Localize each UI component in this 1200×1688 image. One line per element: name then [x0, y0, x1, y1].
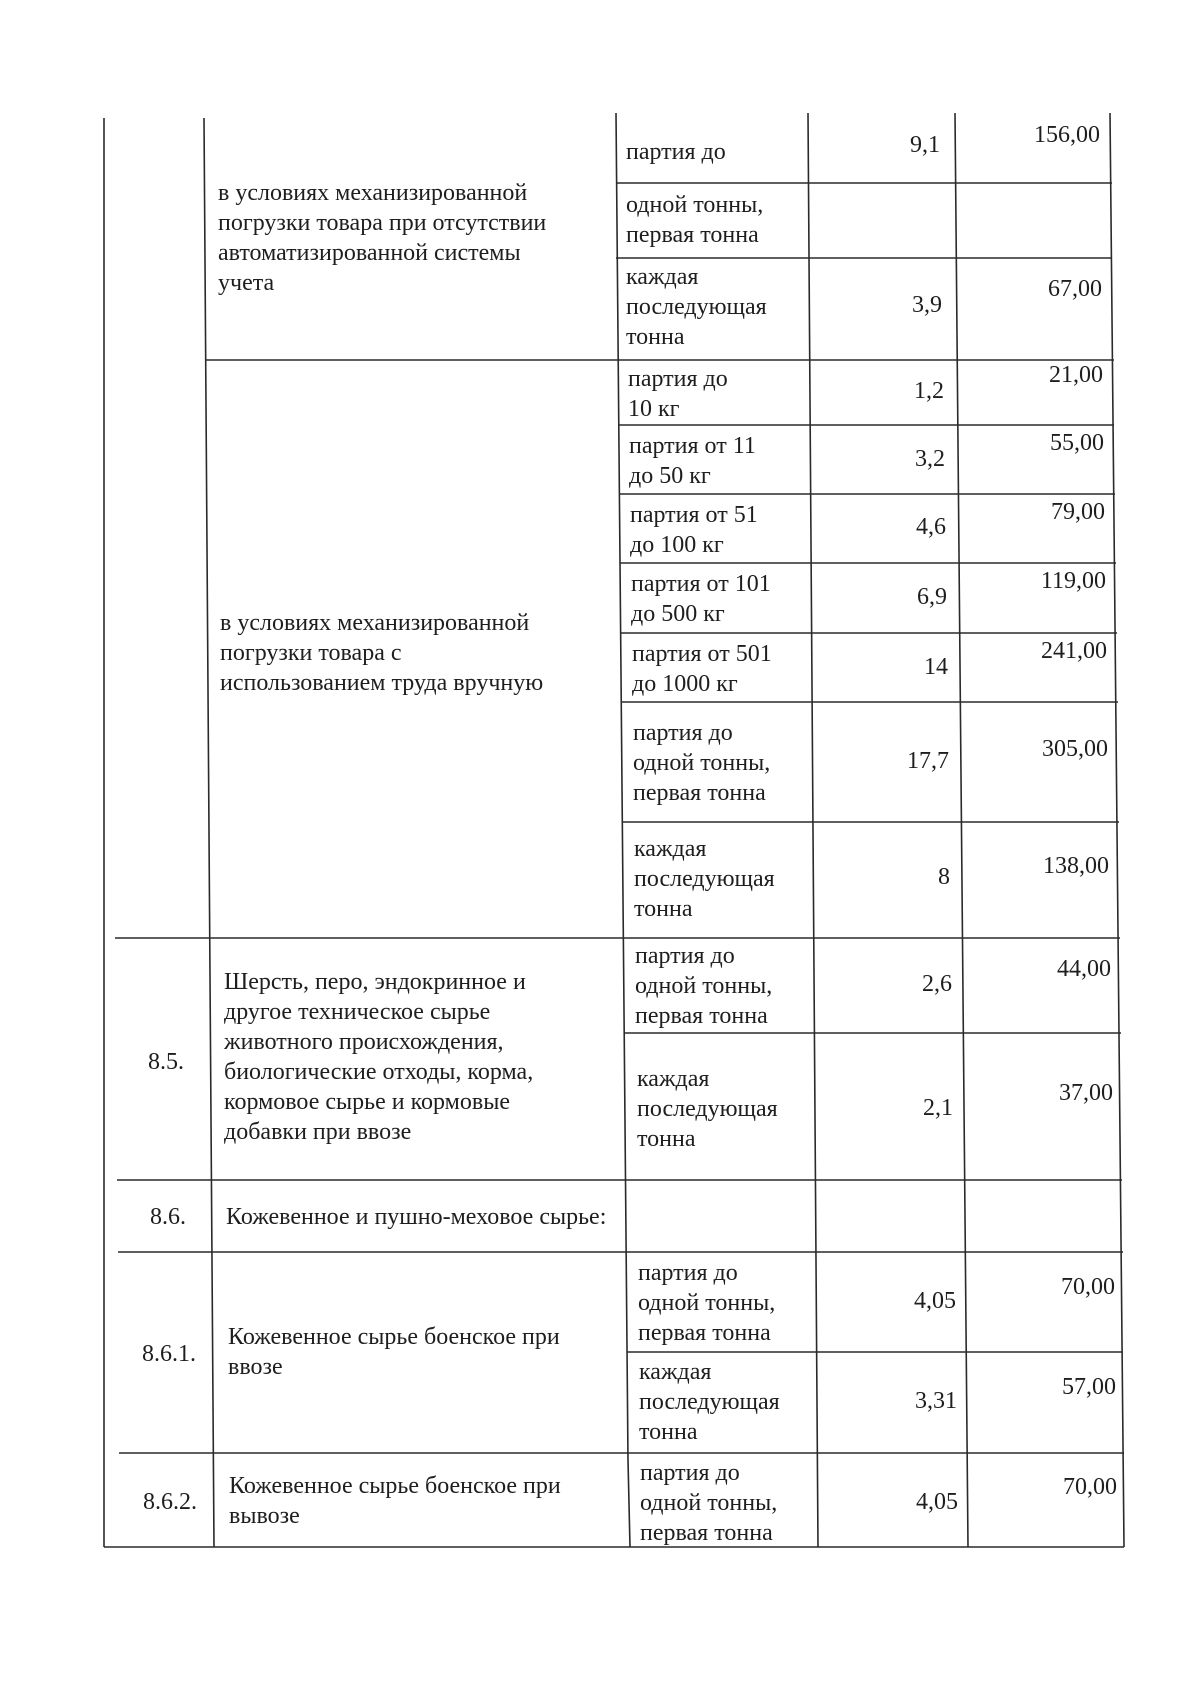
unit-line: партия до [638, 1260, 738, 1286]
row-number-8-5: 8.5. [148, 1049, 184, 1075]
price-cell: 37,00 [1059, 1080, 1113, 1106]
unit-line: первая тонна [638, 1320, 771, 1346]
row-number-8-6-1: 8.6.1. [142, 1341, 196, 1367]
unit-line: до 500 кг [631, 601, 725, 627]
unit-line: каждая [634, 836, 707, 862]
row-label-8-6-2 [229, 1471, 561, 1531]
row-label-8-6-1 [228, 1322, 560, 1382]
label-line: животного происхождения, [224, 1029, 504, 1055]
row-label-8-5 [224, 967, 533, 1147]
unit-cell [634, 834, 775, 924]
label-line: погрузки товара с [220, 640, 402, 666]
unit-line: партия от 11 [629, 433, 756, 459]
unit-line: партия до [640, 1460, 740, 1486]
unit-line: каждая [639, 1359, 712, 1385]
unit-line: одной тонны, [626, 192, 764, 218]
label-line: добавки при ввозе [224, 1119, 412, 1145]
unit-cell [637, 1064, 778, 1154]
row-label-mechanized-no-accounting [218, 178, 546, 298]
unit-line: партия до [633, 720, 733, 746]
unit-line: 10 кг [628, 396, 680, 422]
coef-cell: 6,9 [917, 584, 947, 610]
coef-cell: 4,6 [916, 514, 946, 540]
unit-cell [626, 137, 726, 167]
row-label-8-6: Кожевенное и пушно-меховое сырье: [226, 1204, 607, 1230]
unit-line: тонна [634, 896, 693, 922]
unit-line: тонна [626, 324, 685, 350]
unit-line: до 1000 кг [632, 671, 738, 697]
unit-line: первая тонна [633, 780, 766, 806]
unit-line: последующая [639, 1389, 780, 1415]
unit-cell [639, 1357, 780, 1447]
unit-line: тонна [639, 1419, 698, 1445]
row-number-8-6: 8.6. [150, 1204, 186, 1230]
label-line: вывозе [229, 1503, 300, 1529]
unit-line: каждая [637, 1066, 710, 1092]
unit-line: одной тонны, [640, 1490, 778, 1516]
row-number-8-6-2: 8.6.2. [143, 1489, 197, 1515]
coef-cell: 14 [924, 654, 948, 680]
unit-line: тонна [637, 1126, 696, 1152]
price-cell: 156,00 [1034, 122, 1100, 148]
coef-cell: 3,31 [915, 1388, 957, 1414]
label-line: учета [218, 270, 275, 296]
unit-cell [630, 500, 758, 560]
unit-cell [638, 1258, 775, 1348]
unit-line: первая тонна [635, 1003, 768, 1029]
price-cell: 79,00 [1051, 499, 1105, 525]
price-cell: 305,00 [1042, 736, 1108, 762]
unit-cell [632, 639, 772, 699]
coef-cell: 4,05 [914, 1288, 956, 1314]
unit-cell [640, 1458, 777, 1548]
unit-line: партия до [635, 943, 735, 969]
unit-line: одной тонны, [638, 1290, 776, 1316]
label-line: другое техническое сырье [224, 999, 491, 1025]
unit-cell [626, 190, 763, 250]
coef-cell: 8 [938, 864, 950, 890]
unit-line: одной тонны, [635, 973, 773, 999]
unit-cell [628, 364, 728, 424]
price-cell: 21,00 [1049, 362, 1103, 388]
price-cell: 67,00 [1048, 276, 1102, 302]
label-line: Шерсть, перо, эндокринное и [224, 969, 526, 995]
unit-line: одной тонны, [633, 750, 771, 776]
unit-line: до 50 кг [629, 463, 711, 489]
coef-cell: 3,2 [915, 446, 945, 472]
coef-cell: 17,7 [907, 748, 949, 774]
unit-line: партия до [626, 139, 726, 165]
unit-line: последующая [626, 294, 767, 320]
unit-cell [635, 941, 772, 1031]
price-cell: 55,00 [1050, 430, 1104, 456]
coef-cell: 9,1 [910, 132, 940, 158]
label-line: в условиях механизированной [218, 180, 528, 206]
price-cell: 138,00 [1043, 853, 1109, 879]
label-line: Кожевенное сырье боенское при [228, 1324, 560, 1350]
price-cell: 44,00 [1057, 956, 1111, 982]
label-line: Кожевенное сырье боенское при [229, 1473, 561, 1499]
unit-cell [633, 718, 770, 808]
label-line: использованием труда вручную [220, 670, 544, 696]
unit-line: партия от 51 [630, 502, 758, 528]
price-cell: 70,00 [1061, 1274, 1115, 1300]
unit-line: до 100 кг [630, 532, 724, 558]
unit-cell [626, 262, 767, 352]
row-label-mechanized-manual [220, 608, 543, 698]
coef-cell: 2,6 [922, 971, 952, 997]
unit-line: последующая [634, 866, 775, 892]
label-line: в условиях механизированной [220, 610, 530, 636]
label-line: биологические отходы, корма, [224, 1059, 534, 1085]
unit-line: каждая [626, 264, 699, 290]
unit-cell [629, 431, 756, 491]
unit-line: последующая [637, 1096, 778, 1122]
unit-line: партия от 501 [632, 641, 772, 667]
coef-cell: 1,2 [914, 378, 944, 404]
coef-cell: 4,05 [916, 1489, 958, 1515]
coef-cell: 3,9 [912, 292, 942, 318]
coef-cell: 2,1 [923, 1095, 953, 1121]
price-cell: 119,00 [1040, 568, 1106, 594]
unit-line: первая тонна [640, 1520, 773, 1546]
price-cell: 70,00 [1063, 1474, 1117, 1500]
unit-cell [631, 569, 771, 629]
label-line: ввозе [228, 1354, 283, 1380]
unit-line: партия от 101 [631, 571, 771, 597]
price-cell: 57,00 [1062, 1374, 1116, 1400]
label-line: автоматизированной системы [218, 240, 521, 266]
label-line: кормовое сырье и кормовые [224, 1089, 510, 1115]
price-cell: 241,00 [1041, 638, 1107, 664]
label-line: погрузки товара при отсутствии [218, 210, 547, 236]
unit-line: партия до [628, 366, 728, 392]
unit-line: первая тонна [626, 222, 759, 248]
